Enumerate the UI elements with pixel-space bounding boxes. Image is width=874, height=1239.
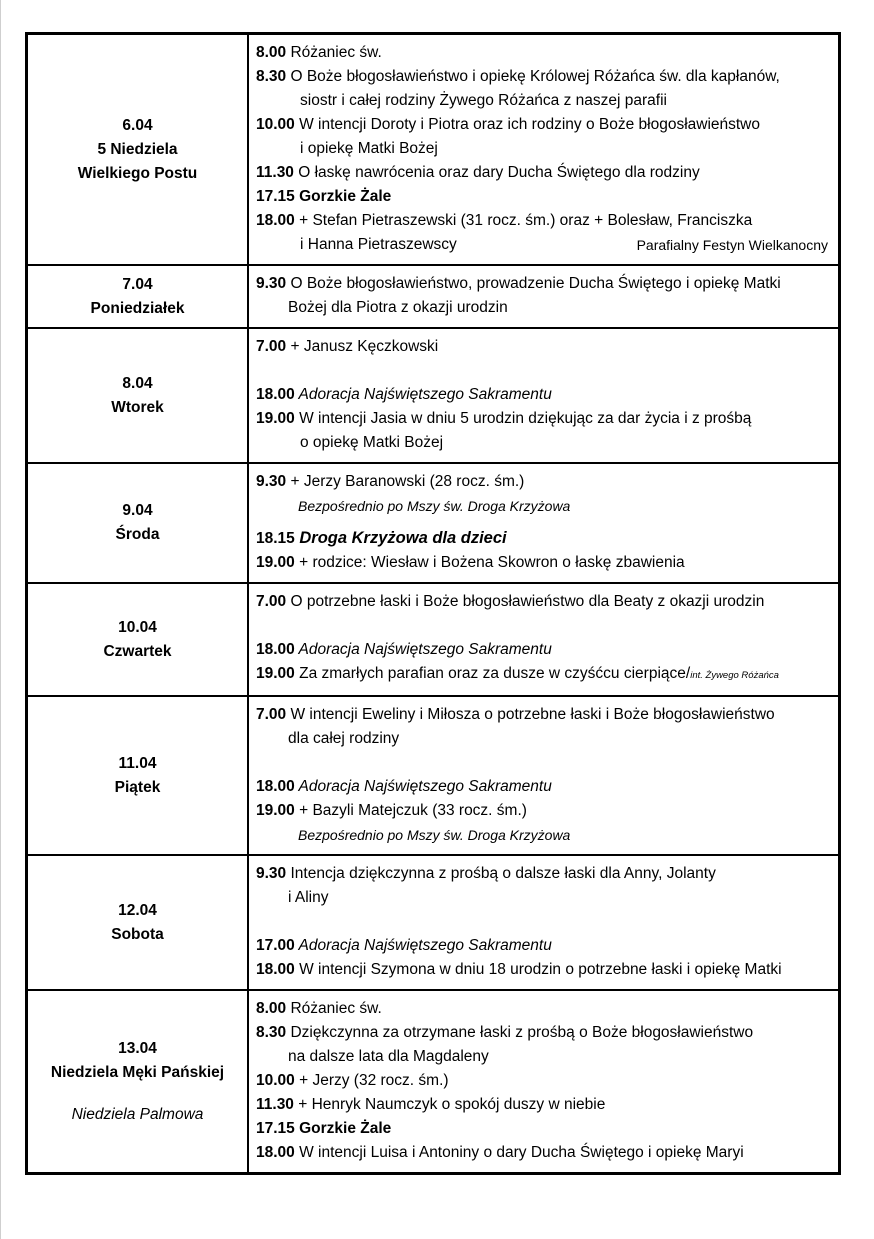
mass-schedule-table [25,32,841,1175]
table-row [27,265,840,328]
list-item: 8.00 Różaniec św. [256,44,382,61]
day-cell [27,990,249,1174]
list-item: 11.30 + Henryk Naumczyk o spokój duszy w niebie [256,1096,606,1113]
list-item-continuation: na dalsze lata dla Magdaleny [288,1048,489,1065]
stations-of-cross-note: Bezpośrednio po Mszy św. Droga Krzyżowa [298,498,571,514]
list-item: 9.30 + Jerzy Baranowski (28 rocz. śm.) [256,473,525,490]
day-date: 13.04 [118,1039,157,1057]
palm-sunday-note: Niedziela Palmowa [71,1105,204,1123]
day-name: Piątek [114,778,161,796]
day-cell [27,583,249,696]
list-item: 9.30 O Boże błogosławieństwo, prowadzenie Ducha Świętego i opiekę Matki [256,275,781,292]
list-item: 18.00 Adoracja Najświętszego Sakramentu [256,778,552,795]
list-item: 11.30 O łaskę nawrócenia oraz dary Ducha Świętego dla rodziny [256,164,700,181]
table-row [27,855,840,990]
list-item: 17.15 Gorzkie Żale [256,1120,392,1137]
list-item-continuation: o opiekę Matki Bożej [300,434,444,451]
list-item: 19.00 + rodzice: Wiesław i Bożena Skowron o łaskę zbawienia [256,554,685,571]
day-name: Sobota [111,925,164,943]
day-name: 5 Niedziela [97,140,178,158]
list-item-continuation: dla całej rodziny [288,730,400,747]
entries-cell [248,34,840,266]
table-row [27,990,840,1174]
list-item: 8.30 Dziękczynna za otrzymane łaski z prośbą o Boże błogosławieństwo [256,1024,754,1041]
list-item: 10.00 + Jerzy (32 rocz. śm.) [256,1072,449,1089]
page-edge [0,0,1,1239]
list-item: 19.00 W intencji Jasia w dniu 5 urodzin dziękując za dar życia i z prośbą [256,410,752,427]
list-item: 9.30 Intencja dziękczynna z prośbą o dalsze łaski dla Anny, Jolanty [256,865,716,882]
list-item: 7.00 + Janusz Kęczkowski [256,338,439,355]
day-date: 7.04 [122,275,153,293]
table-row [27,696,840,855]
day-name: Niedziela Męki Pańskiej [50,1063,225,1081]
list-item: 17.15 Gorzkie Żale [256,188,392,205]
table-row [27,583,840,696]
list-item-continuation: siostr i całej rodziny Żywego Różańca z naszej parafii [300,92,667,109]
entries-cell [248,328,840,463]
table-row [27,328,840,463]
entries-cell [248,990,840,1174]
day-cell [27,34,249,266]
list-item: 18.00 Adoracja Najświętszego Sakramentu [256,641,552,658]
list-item: 18.00 W intencji Luisa i Antoniny o dary Ducha Świętego i opiekę Maryi [256,1144,744,1161]
list-item: 19.00 + Bazyli Matejczuk (33 rocz. śm.) [256,802,527,819]
rosary-note: int. Żywego Różańca [690,670,779,681]
entries-cell [248,265,840,328]
list-item: 7.00 O potrzebne łaski i Boże błogosławieństwo dla Beaty z okazji urodzin [256,593,765,610]
day-cell [27,855,249,990]
list-item-continuation: i Aliny [288,889,329,906]
list-item: 19.00 Za zmarłych parafian oraz za dusze w czyśćcu cierpiące/int. Żywego Różańca [256,665,779,682]
day-name: Poniedziałek [90,299,185,317]
day-date: 9.04 [122,502,153,519]
list-item-continuation: i Hanna Pietraszewscy Parafialny Festyn Wielkanocny [256,233,832,257]
day-cell [27,265,249,328]
table-row [27,34,840,266]
festival-note: Parafialny Festyn Wielkanocny [636,237,828,253]
day-name: Wtorek [111,398,164,416]
table-row [27,463,840,583]
day-date: 6.04 [122,116,153,134]
day-name: Czwartek [103,642,172,660]
day-date: 8.04 [122,374,153,392]
day-cell [27,696,249,855]
day-date: 10.04 [118,618,157,636]
list-item: 8.30 O Boże błogosławieństwo i opiekę Królowej Różańca św. dla kapłanów, [256,68,780,85]
list-item: 10.00 W intencji Doroty i Piotra oraz ich rodziny o Boże błogosławieństwo [256,116,761,133]
list-item-continuation: Bożej dla Piotra z okazji urodzin [288,299,508,316]
list-item: 18.00 W intencji Szymona w dniu 18 urodzin o potrzebne łaski i opiekę Matki [256,961,782,978]
list-item-continuation: i opiekę Matki Bożej [300,140,438,157]
list-item: 18.00 + Stefan Pietraszewski (31 rocz. śm.) oraz + Bolesław, Franciszka [256,212,753,229]
day-name-line2: Wielkiego Postu [77,164,198,182]
entries-cell [248,696,840,855]
day-date: 11.04 [118,754,157,772]
list-item: 18.00 Adoracja Najświętszego Sakramentu [256,386,552,403]
list-item: 17.00 Adoracja Najświętszego Sakramentu [256,937,552,954]
day-name: Środa [115,526,160,543]
stations-of-cross-note: Bezpośrednio po Mszy św. Droga Krzyżowa [298,827,571,843]
entries-cell [248,583,840,696]
day-cell [27,328,249,463]
day-cell [27,463,249,583]
entries-cell [248,463,840,583]
entries-cell [248,855,840,990]
list-item: 18.15 Droga Krzyżowa dla dzieci [256,529,507,547]
list-item: 8.00 Różaniec św. [256,1000,382,1017]
day-date: 12.04 [118,901,157,919]
list-item: 7.00 W intencji Eweliny i Miłosza o potrzebne łaski i Boże błogosławieństwo [256,706,775,723]
